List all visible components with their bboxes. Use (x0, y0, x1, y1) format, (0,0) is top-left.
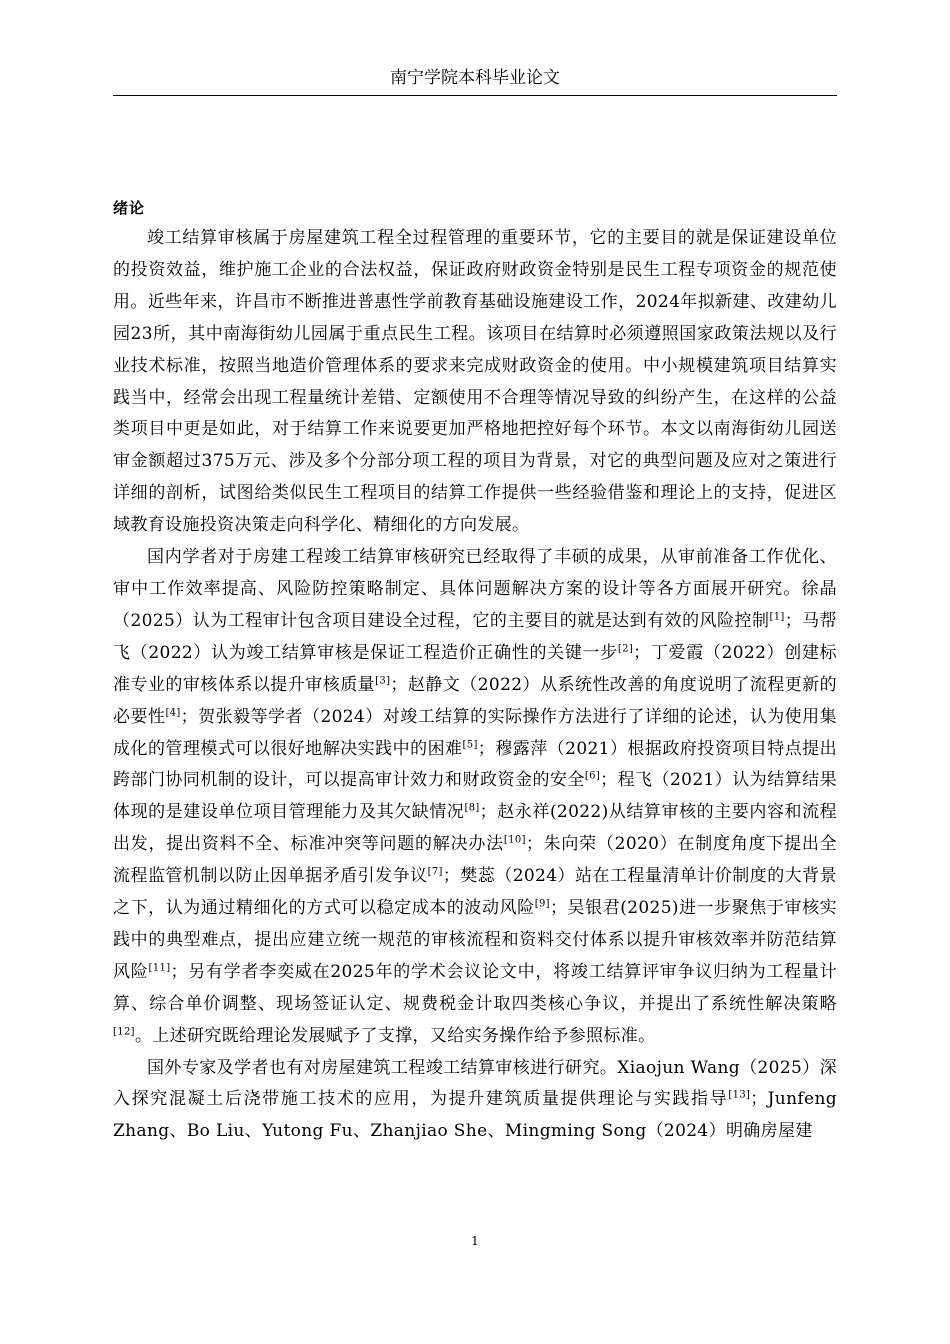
text-run: 国内学者对于房建工程竣工结算审核研究已经取得了丰硕的成果，从审前准备工作优化、审中工作效率提高、风险防控策略制定、具体问题解决方案的设计等各方面展开研究。徐晶（2025）认为工程审计包含项目建设全过程，它的主要目的就是达到有效的风险控制 (113, 547, 837, 631)
citation-ref: [3] (375, 675, 391, 687)
text-run: ；贺张毅等学者（2024）对竣工结算的实际操作方法进行了详细的论述，认为使用集成化的管理模式可以很好地解决实践中的困难 (113, 706, 837, 759)
text-run: ；Junfeng Zhang、Bo Liu、Yutong Fu、Zhanjiao She、Mingming Song（2024）明确房屋建 (113, 1089, 837, 1142)
page-number: 1 (471, 1234, 479, 1248)
citation-ref: [5] (462, 738, 478, 750)
citation-ref: [1] (769, 611, 785, 623)
text-run: 国外专家及学者也有对房屋建筑工程竣工结算审核进行研究。Xiaojun Wang（2025）深入探究混凝土后浇带施工技术的应用，为提升建筑质量提供理论与实践指导 (113, 1057, 837, 1110)
text-run: 。上述研究既给理论发展赋予了支撑，又给实务操作给予参照标准。 (134, 1025, 656, 1046)
text-run: ；吴银君(2025)进一步聚焦于审核实践中的典型难点，提出应建立统一规范的审核流程和资料交付体系以提升审核效率并防范结算风险 (113, 898, 837, 982)
text-run: ；马帮飞（2022）认为竣工结算审核是保证工程造价正确性的关键一步 (113, 610, 837, 663)
citation-ref: [6] (584, 770, 601, 782)
paragraph (113, 1053, 837, 1149)
text-run: 竣工结算审核属于房屋建筑工程全过程管理的重要环节，它的主要目的就是保证建设单位的投资效益，维护施工企业的合法权益，保证政府财政资金特别是民生工程专项资金的规范使用。近些年来，许昌市不断推进普惠性学前教育基础设施建设工作，2024年拟新建、改建幼儿园23所，其中南海街幼儿园属于重点民生工程。该项目在结算时必须遵照国家政策法规以及行业技术标准，按照当地造价管理体系的要求来完成财政资金的使用。中小规模建筑项目结算实践当中，经常会出现工程量统计差错、定额使用不合理等情况导致的纠纷产生，在这样的公益类项目中更是如此，对于结算工作来说要更加严格地把控好每个环节。本文以南海街幼儿园送审金额超过375万元、涉及多个分部分项工程的项目为背景，对它的典型问题及应对之策进行详细的剖析，试图给类似民生工程项目的结算工作提供一些经验借鉴和理论上的支持，促进区域教育设施投资决策走向科学化、精细化的方向发展。 (113, 228, 837, 536)
citation-ref: [12] (113, 1026, 135, 1037)
paragraph (113, 223, 837, 542)
citation-ref: [8] (464, 802, 480, 814)
text-run: ；赵静文（2022）从系统性改善的角度说明了流程更新的必要性 (113, 674, 838, 727)
text-run: ；樊蕊（2024）站在工程量清单计价制度的大背景之下，认为通过精细化的方式可以稳定成本的波动风险 (113, 866, 837, 919)
running-header: 南宁学院本科毕业论文 (390, 68, 560, 88)
text-run: ；朱向荣（2020）在制度角度下提出全流程监管机制以防止因单据矛盾引发争议 (113, 834, 837, 887)
text-run: ；丁爱霞（2022）创建标准专业的审核体系以提升审核质量 (113, 642, 837, 695)
text-run: ；赵永祥(2022)从结算审核的主要内容和流程出发，提出资料不全、标准冲突等问题的解决办法 (113, 802, 838, 855)
citation-ref: [10] (503, 834, 526, 846)
citation-ref: [2] (617, 643, 634, 655)
body-content (113, 197, 837, 1148)
section-title: 绪论 (113, 199, 146, 217)
citation-ref: [4] (165, 706, 181, 718)
text-run: ；穆露萍（2021）根据政府投资项目特点提出跨部门协同机制的设计，可以提高审计效力和财政资金的安全 (113, 738, 838, 791)
citation-ref: [11] (148, 962, 171, 974)
text-run: ；程飞（2021）认为结算结果体现的是建设单位项目管理能力及其欠缺情况 (113, 770, 838, 823)
text-run: ；另有学者李奕威在2025年的学术会议论文中，将竣工结算评审争议归纳为工程量计算、综合单价调整、现场签证认定、规费税金计取四类核心争议，并提出了系统性解决策略 (113, 961, 837, 1014)
citation-ref: [9] (534, 898, 550, 910)
citation-ref: [7] (427, 866, 443, 878)
paragraph (113, 542, 837, 1053)
citation-ref: [13] (728, 1089, 751, 1101)
header-rule (113, 95, 837, 96)
